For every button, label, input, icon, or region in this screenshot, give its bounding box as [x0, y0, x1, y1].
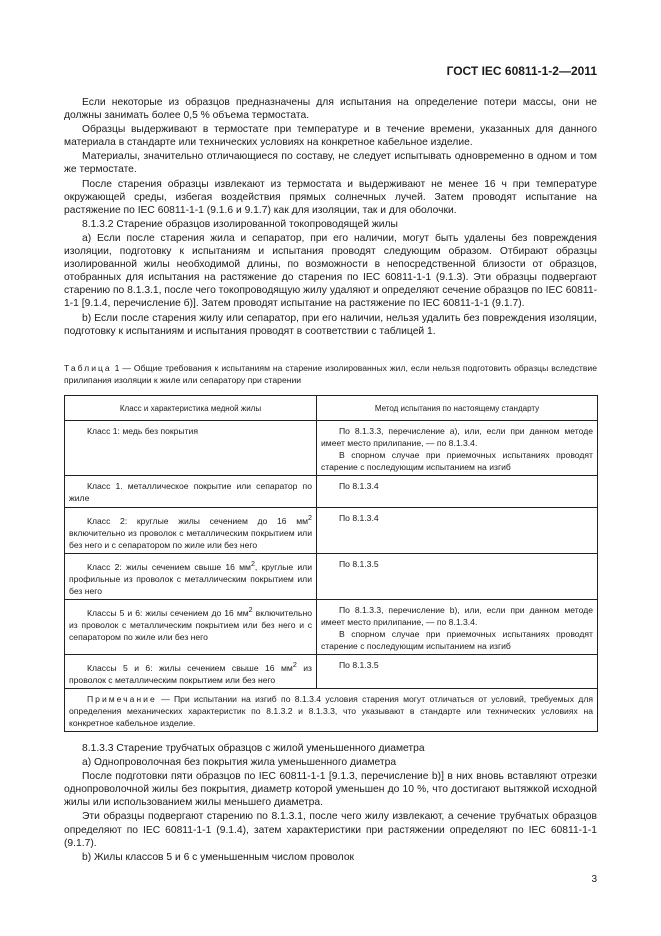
text: — При испытании на изгиб по 8.1.3.4 условия старения могут отличаться от условий, требуемых для определения механических характеристик по 8.1.3.2 и 8.1.3.3, что указывают в стандарте или технических условиях на конкретное кабельное изделие.	[69, 693, 593, 728]
paragraph: а) Если после старения жила и сепаратор, при его наличии, могут быть удалены без повреждения изоляции, подготовку к испытаниям и испытания проводят следующим образом. Отбирают образцы изолированной жилы необходимой длины, по возможности в непосредственной близости от образцов, отобранных для испытания на растяжение до старения по IEC 60811-1-1 (9.1.3). Эти образцы подвергают старению по 8.1.3.1, после чего токопроводящую жилу удаляют и определяют сечение образцов по IEC 60811-1-1 [9.1.4, перечисление б)]. Затем проводят испытание на растяжение по IEC 60811-1-1 (9.1.7).	[64, 232, 597, 310]
text: Класс 2: жилы сечением свыше 16 мм	[87, 561, 251, 572]
table-row	[65, 654, 598, 688]
paragraph: Материалы, значительно отличающиеся по составу, не следует испытывать одновременно в одном и том же термостате.	[64, 151, 597, 176]
cell-text: По 8.1.3.4	[339, 513, 379, 523]
table-row	[65, 553, 598, 599]
class-cell	[65, 654, 317, 688]
text: , круглые или профильные из проволок с металлическим покрытием или без него	[69, 561, 313, 596]
cell-text: Класс 1. металлическое покрытие или сепаратор по жиле	[69, 481, 312, 503]
class-cell	[65, 553, 317, 599]
method-cell	[317, 553, 598, 599]
paragraph: Эти образцы подвергают старению по 8.1.3.1, после чего жилу извлекают, а сечение трубчатых образцов определяют по IEC 60811-1-1 (9.1.4), затем характеристики при растяжении определяют по IEC 60811-1-1 (9.1.7).	[64, 811, 597, 849]
superscript: 2	[250, 559, 255, 568]
superscript: 2	[292, 660, 297, 669]
cell-text	[69, 512, 312, 551]
method-cell	[317, 654, 598, 688]
caption-label: Таблица	[64, 363, 112, 373]
class-cell	[65, 476, 317, 508]
paragraph: Если некоторые из образцов предназначены для испытания на определение потери массы, они не должны занимать более 0,5 % объема термостата.	[64, 97, 597, 122]
document-header: ГОСТ IEC 60811-1-2—2011	[446, 64, 597, 78]
note-text	[69, 693, 593, 729]
cell-text: По 8.1.3.3, перечисление b), или, если при данном методе имеет место прилипание, — по 8.1.3.4.	[321, 604, 593, 627]
class-cell	[65, 599, 317, 654]
text: Классы 5 и 6: жилы сечением свыше 16 мм	[87, 662, 293, 673]
superscript: 2	[308, 514, 312, 522]
text: из проволок с металлическим покрытием или без него	[69, 662, 312, 685]
paragraph: После подготовки пяти образцов по IEC 60811-1-1 [9.1.3, перечисление b)] в них вновь вставляют отрезки однопроволочной жилы без покрытия, диаметр которой уменьшен до 10 %, что достигают вытяжкой исходной жилы или использованием жилы меньшего диаметра.	[64, 771, 597, 809]
paragraph: Образцы выдерживают в термостате при температуре и в течение времени, указанных для данного материала в стандарте или технических условиях на конкретное кабельное изделие.	[64, 124, 597, 149]
page-number: 3	[591, 874, 597, 885]
section-heading: 8.1.3.2 Старение образцов изолированной токопроводящей жилы	[82, 218, 398, 230]
cell-text: По 8.1.3.5	[339, 558, 379, 569]
column-header: Метод испытания по настоящему стандарту	[317, 396, 598, 421]
cell-text	[69, 659, 312, 686]
table-note-row	[65, 688, 598, 731]
method-cell	[317, 476, 598, 508]
class-cell	[65, 421, 317, 476]
body-text-bottom	[64, 742, 597, 865]
paragraph: b) Если после старения жилу или сепаратор, при его наличии, нельзя удалить без повреждения изоляции, подготовку к испытаниям и испытания проводят в соответствии с таблицей 1.	[64, 312, 597, 337]
paragraph: а) Однопроволочная без покрытия жила уменьшенного диаметра	[82, 757, 397, 769]
paragraph: b) Жилы классов 5 и 6 с уменьшенным числом проволок	[82, 851, 355, 863]
note-label: Примечание	[87, 693, 157, 704]
table-row	[65, 476, 598, 508]
note-cell	[65, 688, 598, 731]
paragraph: После старения образцы извлекают из термостата и выдерживают не менее 16 ч при температуре окружающей среды, избегая воздействия прямых солнечных лучей. Затем проводят испытание на растяжение по IEC 60811-1-1 (9.1.6 и 9.1.7) как для изоляции, так и для оболочки.	[64, 178, 597, 216]
class-cell	[65, 508, 317, 554]
table-row	[65, 421, 598, 476]
method-cell	[317, 599, 598, 654]
text: Классы 5 и 6: жилы сечением до 16 мм	[87, 607, 249, 618]
method-cell	[317, 508, 598, 554]
text: Класс 2: круглые жилы сечением до 16 мм	[87, 515, 309, 526]
table-row	[65, 508, 598, 554]
table-header-row	[65, 396, 598, 421]
cell-text	[69, 558, 312, 597]
superscript: 2	[248, 605, 253, 614]
cell-text: По 8.1.3.5	[339, 659, 379, 670]
text: включительно из проволок с металлическим покрытием или без него и с сепаратором по жиле или без него	[69, 527, 312, 550]
cell-text	[69, 604, 312, 643]
table-1	[64, 395, 598, 732]
body-text-top	[64, 96, 597, 339]
table-caption	[64, 362, 597, 386]
caption-text: 1 — Общие требования к испытаниям на старение изолированных жил, если нельзя подготовить образцы вследствие прилипания изоляции к жиле или сепаратору при старении	[64, 363, 597, 385]
column-header: Класс и характеристика медной жилы	[65, 396, 317, 421]
section-heading: 8.1.3.3 Старение трубчатых образцов с жилой уменьшенного диаметра	[82, 743, 425, 754]
method-cell	[317, 421, 598, 476]
text: включительно из проволок с металлическим покрытием или без него и с сепаратором по жиле или без него	[69, 607, 312, 642]
cell-text: В спорном случае при приемочных испытаниях проводят старение с последующим испытанием на изгиб	[321, 628, 593, 651]
cell-text: По 8.1.3.3, перечисление а), или, если при данном методе имеет место прилипание, — по 8.1.3.4.	[321, 426, 593, 448]
cell-text: По 8.1.3.4	[339, 481, 379, 491]
cell-text: Класс 1: медь без покрытия	[87, 426, 198, 436]
cell-text: В спорном случае при приемочных испытаниях проводят старение с последующим испытанием на изгиб	[321, 450, 593, 472]
table-row	[65, 599, 598, 654]
